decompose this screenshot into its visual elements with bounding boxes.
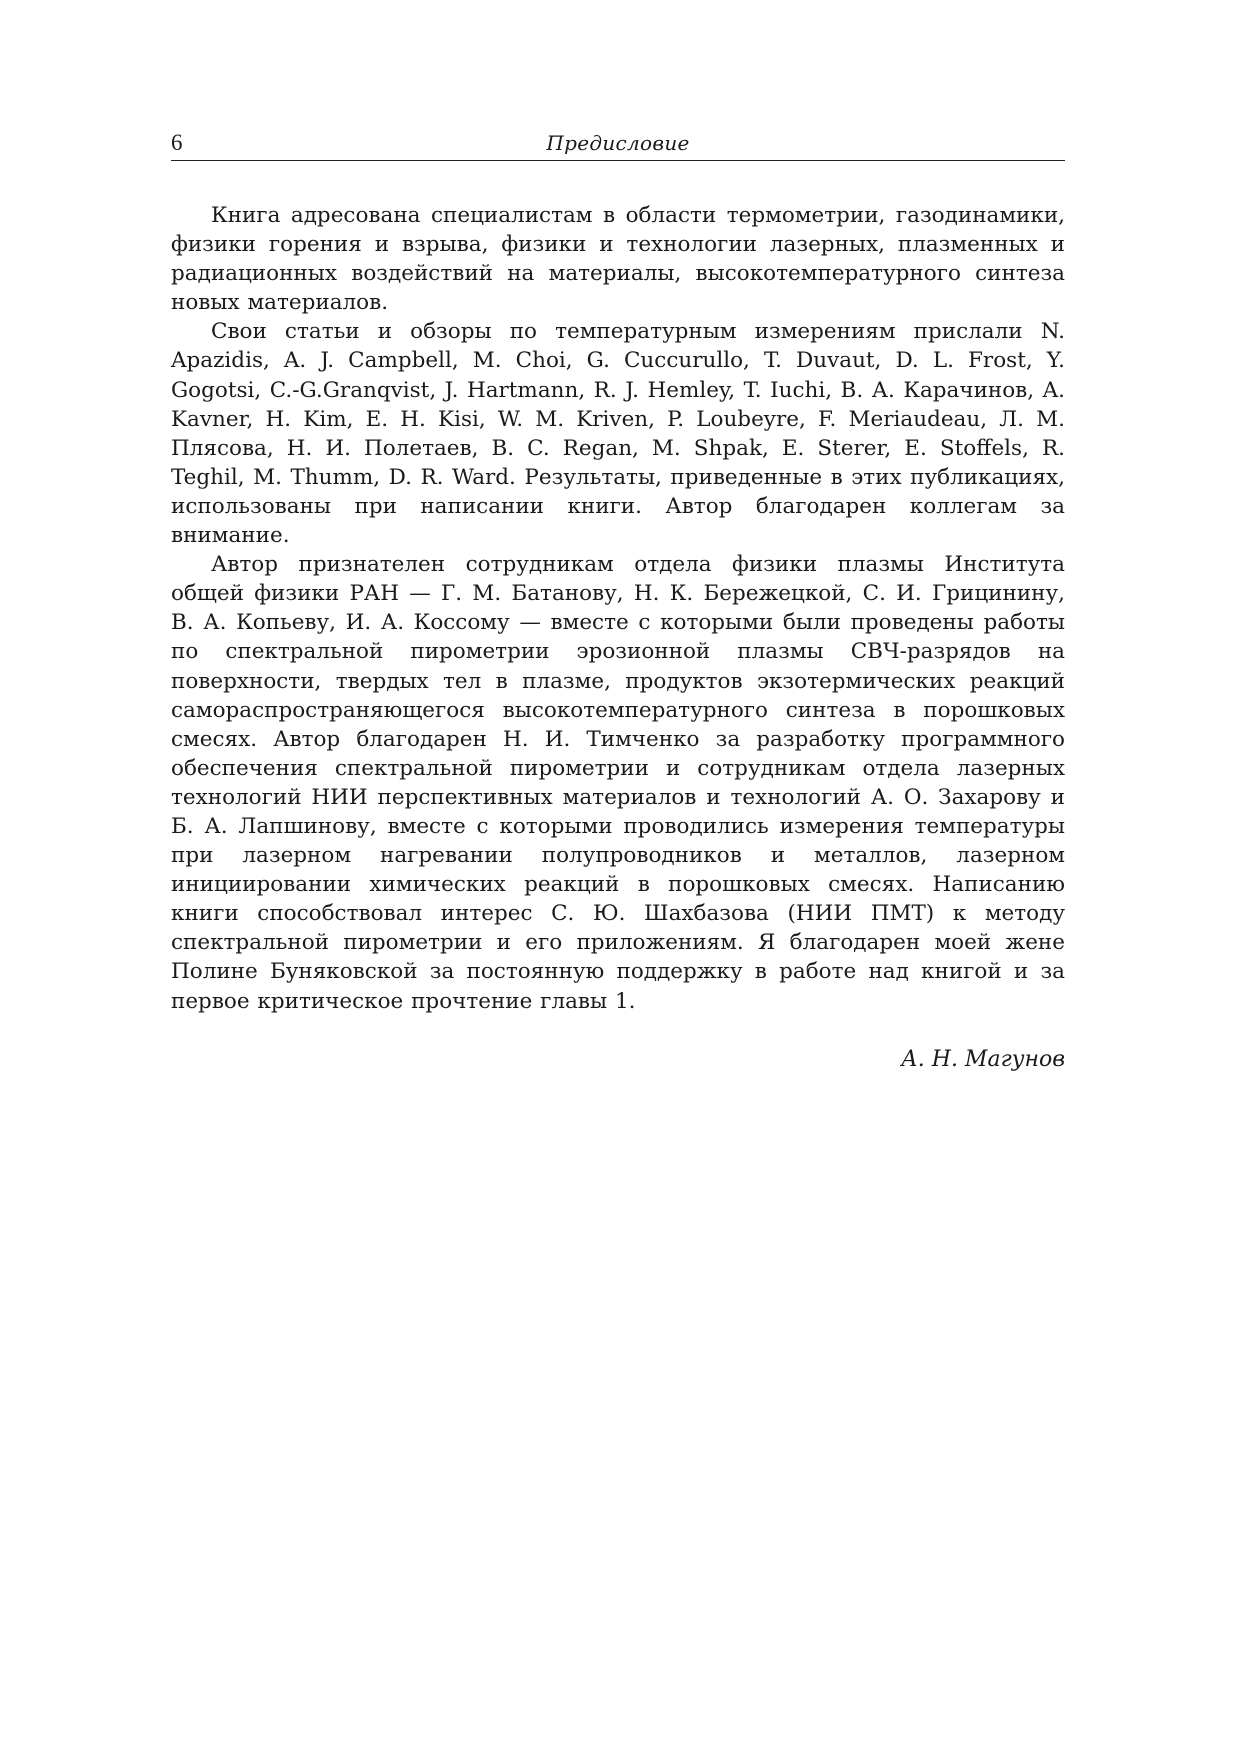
section-title: Предисловие bbox=[546, 131, 690, 155]
paragraph-audience: Книга адресована специалистам в области термометрии, газодинамики, физики горения и взрыва, физики и технологии лазерных, плазменных и радиационных воздействий на материалы, высокотемпературного синтеза новых материалов. bbox=[171, 203, 1065, 316]
book-page bbox=[171, 126, 1065, 1072]
page-number: 6 bbox=[171, 130, 183, 155]
author-signature: А. Н. Магунов bbox=[901, 1046, 1065, 1072]
preface-body bbox=[171, 201, 1065, 1016]
paragraph-contributors: Свои статьи и обзоры по температурным измерениям прислали N. Apazidis, A. J. Campbell, M. Choi, G. Cuccurullo, T. Duvaut, D. L. Frost, Y. Gogotsi, C.-G.Granqvist, J. Hartmann, R. J. Hemley, T. Iuchi, В. А. Карачинов, A. Kavner, H. Kim, E. H. Kisi, W. M. Kriven, P. Loubeyre, F. Meriaudeau, Л. М. Плясова, Н. И. Полетаев, B. C. Regan, M. Shpak, E. Sterer, E. Stoffels, R. Teghil, M. Thumm, D. R. Ward. Результаты, приведенные в этих публикациях, использованы при написании книги. Автор благодарен коллегам за внимание. bbox=[171, 319, 1065, 549]
running-head bbox=[171, 126, 1065, 161]
paragraph-acknowledgements: Автор признателен сотрудникам отдела физики плазмы Института общей физики РАН — Г. М. Батанову, Н. К. Бережецкой, С. И. Грицинину, В. А. Копьеву, И. А. Коссому — вместе с которыми были проведены работы по спектральной пирометрии эрозионной плазмы СВЧ-разрядов на поверхности, твердых тел в плазме, продуктов экзотермических реакций самораспространяющегося высокотемпературного синтеза в порошковых смесях. Автор благодарен Н. И. Тимченко за разработку программного обеспечения спектральной пирометрии и сотрудникам отдела лазерных технологий НИИ перспективных материалов и технологий А. О. Захарову и Б. А. Лапшинову, вместе с которыми проводились измерения температуры при лазерном нагревании полупроводников и металлов, лазерном инициировании химических реакций в порошковых смесях. Написанию книги способствовал интерес С. Ю. Шахбазова (НИИ ПМТ) к методу спектральной пирометрии и его приложениям. Я благодарен моей жене Полине Буняковской за постоянную поддержку в работе над книгой и за первое критическое прочтение главы 1. bbox=[171, 552, 1065, 1014]
